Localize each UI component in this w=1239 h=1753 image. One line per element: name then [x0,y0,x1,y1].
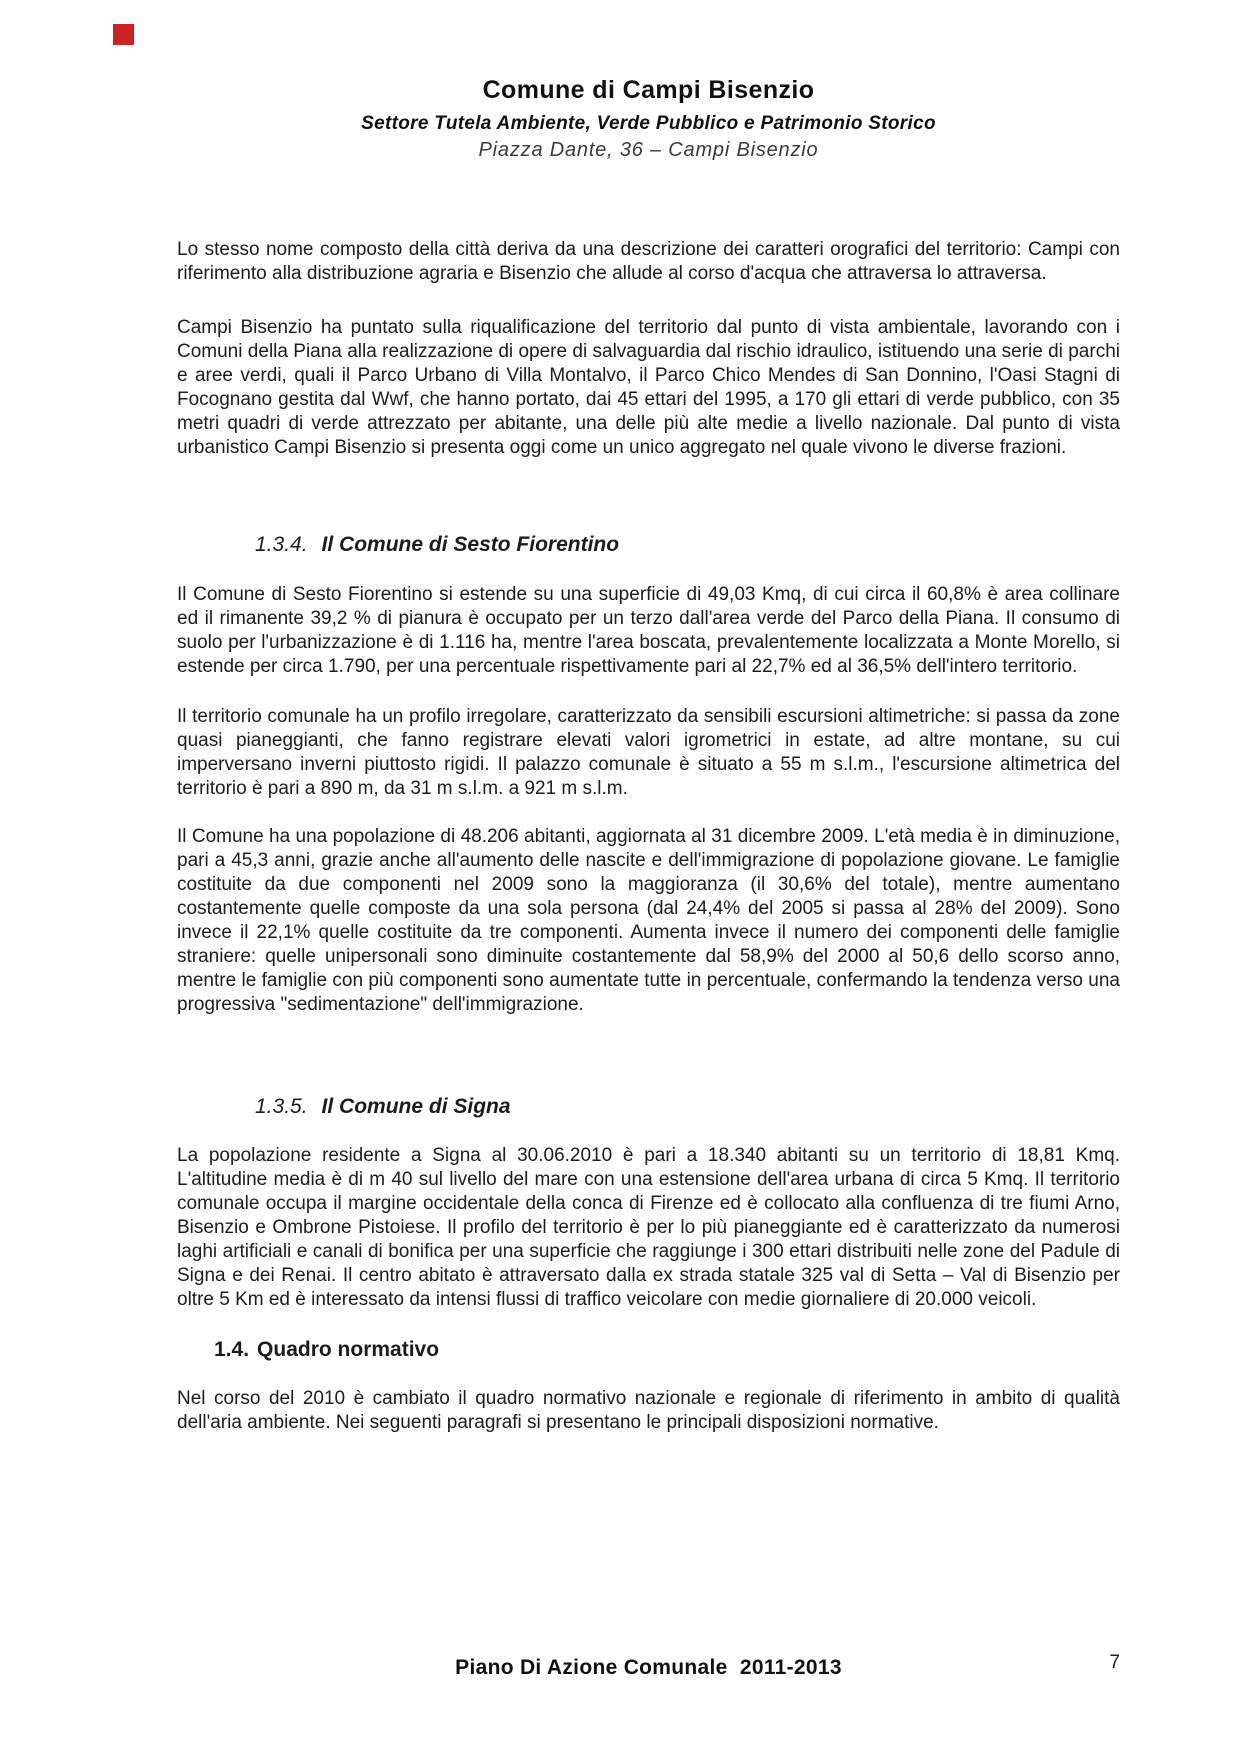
section-heading-1-3-4 [255,532,1120,558]
section-1-3-4-paragraph-3: Il Comune ha una popolazione di 48.206 abitanti, aggiornata al 31 dicembre 2009. L'età media è in diminuzione, pari a 45,3 anni, grazie anche all'aumento delle nascite e dell'immigrazione di popolazione giovane. Le famiglie costituite da due componenti nel 2009 sono la maggioranza (il 30,6% del totale), mentre aumentano costantemente quelle composte da una sola persona (dal 24,4% del 2005 si passa al 28% del 2009). Sono invece il 22,1% quelle costituite da tre componenti. Aumenta invece il numero dei componenti delle famiglie straniere: quelle unipersonali sono diminuite costantemente dal 58,9% del 2000 al 50,6 dello scorso anno, mentre le famiglie con più componenti sono aumentate tutte in percentuale, confermando la tendenza verso una progressiva "sedimentazione" dell'immigrazione. [177,826,1120,1015]
section-heading-1-4 [214,1337,1120,1363]
document-footer [177,1652,1120,1680]
red-logo-placeholder-icon [113,24,134,45]
section-1-3-4-paragraph-1: Il Comune di Sesto Fiorentino si estende su una superficie di 49,03 Kmq, di cui circa il 60,8% è area collinare ed il rimanente 39,2 % di pianura è occupato per un terzo dall'area verde del Parco della Piana. Il consumo di suolo per l'urbanizzazione è di 1.116 ha, mentre l'area boscata, prevalentemente localizzata a Monte Morello, si estende per circa 1.790, per una percentuale rispettivamente pari al 22,7% ed al 36,5% dell'intero territorio. [177,584,1120,677]
section-number: 1.3.4. [255,533,308,556]
footer-title: Piano Di Azione Comunale 2011-2013 [455,1656,842,1679]
document-header [177,76,1120,162]
section-number: 1.4. [214,1338,250,1361]
section-1-3-4-paragraph-2: Il territorio comunale ha un profilo irregolare, caratterizzato da sensibili escursioni altimetriche: si passa da zone quasi pianeggianti, che fanno registrare elevati valori igrometrici in estate, ad altre montane, su cui imperversano inverni piuttosto rigidi. Il palazzo comunale è situato a 55 m s.l.m., l'escursione altimetrica del territorio è pari a 890 m, da 31 m s.l.m. a 921 m s.l.m. [177,706,1120,799]
document-address: Piazza Dante, 36 – Campi Bisenzio [478,139,819,161]
section-1-4-paragraph-1: Nel corso del 2010 è cambiato il quadro normativo nazionale e regionale di riferimento in ambito di qualità dell'aria ambiente. Nei seguenti paragrafi si presentano le principali disposizioni normative. [177,1388,1120,1433]
document-title: Comune di Campi Bisenzio [482,76,815,104]
page-number: 7 [1109,1652,1120,1673]
section-title: Il Comune di Sesto Fiorentino [321,533,620,556]
intro-paragraph-1: Lo stesso nome composto della città deriva da una descrizione dei caratteri orografici del territorio: Campi con riferimento alla distribuzione agraria e Bisenzio che allude al corso d'acqua che attraversa lo attraversa. [177,239,1120,284]
intro-paragraph-2: Campi Bisenzio ha puntato sulla riqualificazione del territorio dal punto di vista ambientale, lavorando con i Comuni della Piana alla realizzazione di opere di salvaguardia dal rischio idraulico, istituendo una serie di parchi e aree verdi, quali il Parco Urbano di Villa Montalvo, il Parco Chico Mendes di San Donnino, l'Oasi Stagni di Focognano gestita dal Wwf, che hanno portato, dai 45 ettari del 1995, a 170 gli ettari di verde pubblico, con 35 metri quadri di verde attrezzato per abitante, una delle più alte medie a livello nazionale. Dal punto di vista urbanistico Campi Bisenzio si presenta oggi come un unico aggregato nel quale vivono le diverse frazioni. [177,317,1120,458]
section-title: Quadro normativo [257,1338,440,1361]
section-number: 1.3.5. [255,1095,308,1118]
section-heading-1-3-5 [255,1094,1120,1120]
document-content [177,0,1120,1435]
document-subtitle: Settore Tutela Ambiente, Verde Pubblico e Patrimonio Storico [361,113,936,134]
section-title: Il Comune di Signa [321,1095,511,1118]
section-1-3-5-paragraph-1: La popolazione residente a Signa al 30.06.2010 è pari a 18.340 abitanti su un territorio di 18,81 Kmq. L'altitudine media è di m 40 sul livello del mare con una estensione dell'area urbana di circa 5 Kmq. Il territorio comunale occupa il margine occidentale della conca di Firenze ed è collocato alla confluenza di tre fiumi Arno, Bisenzio e Ombrone Pistoiese. Il profilo del territorio è per lo più pianeggiante ed è caratterizzato da numerosi laghi artificiali e canali di bonifica per una superficie che raggiunge i 300 ettari distribuiti nelle zone del Padule di Signa e dei Renai. Il centro abitato è attraversato dalla ex strada statale 325 val di Setta – Val di Bisenzio per oltre 5 Km ed è interessato da intensi flussi di traffico veicolare con medie giornaliere di 20.000 veicoli. [177,1145,1120,1310]
